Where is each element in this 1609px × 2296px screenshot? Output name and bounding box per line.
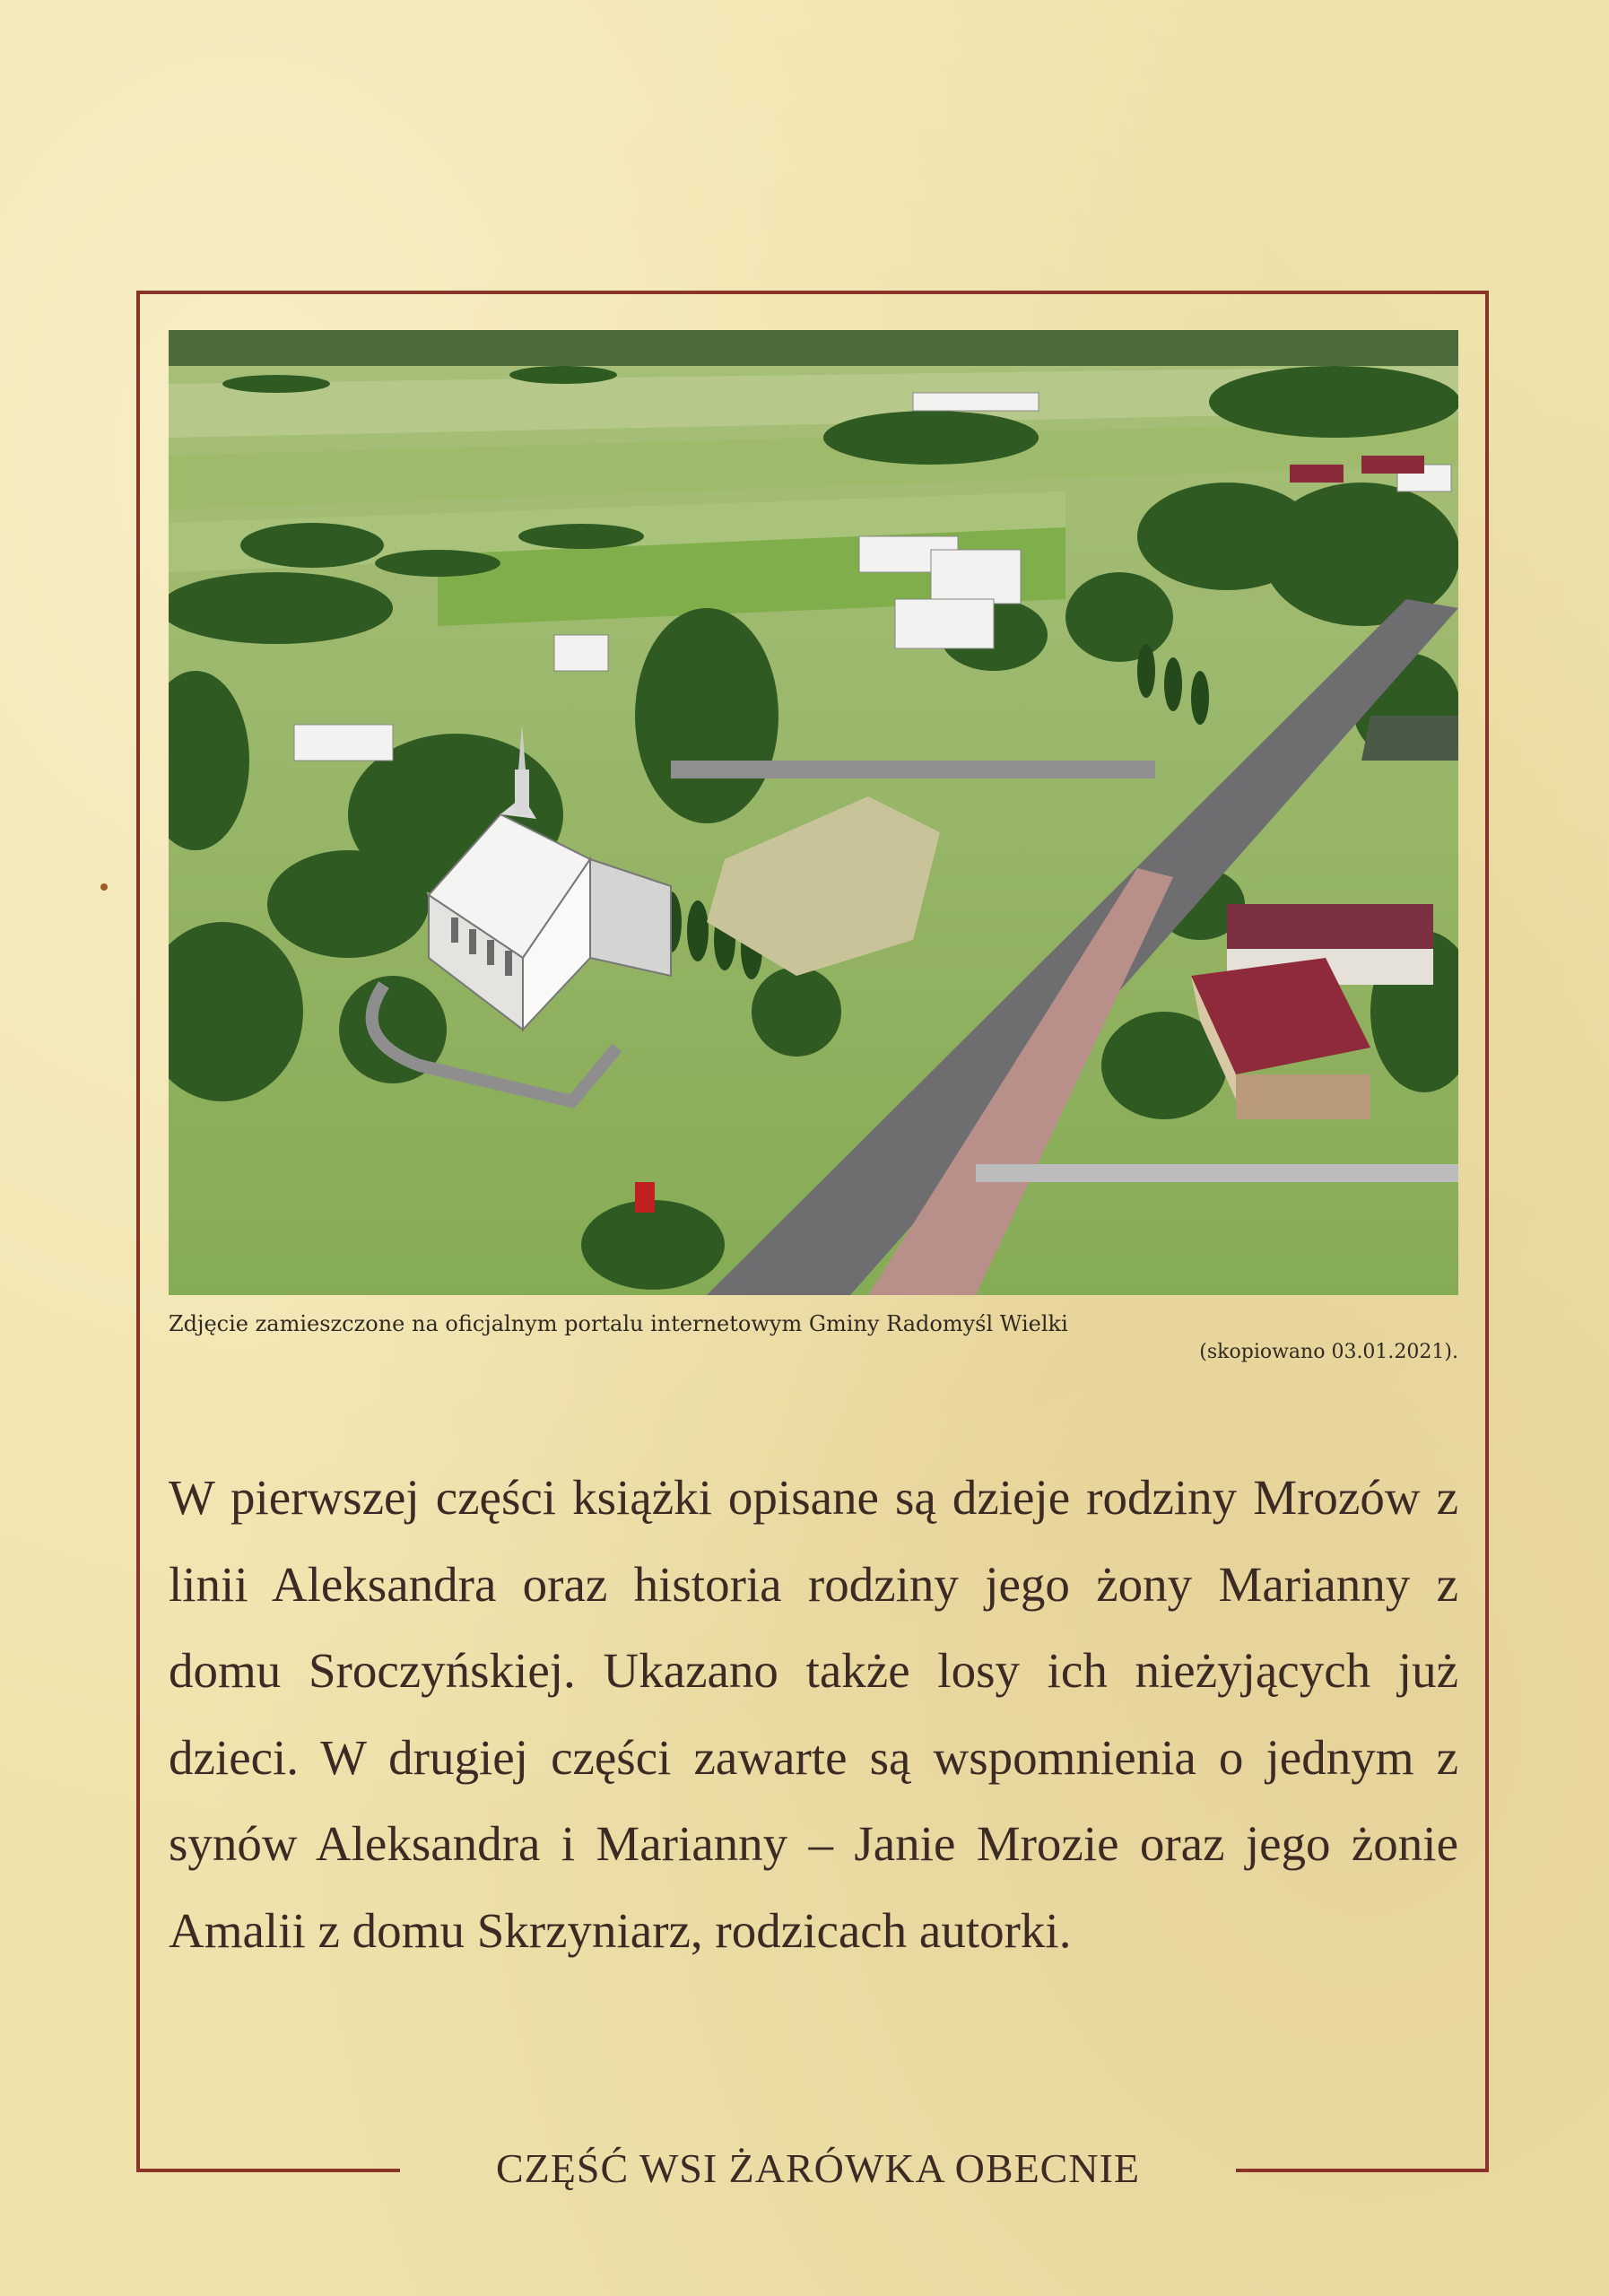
caption-line-2: (skopiowano 03.01.2021). (1199, 1341, 1458, 1363)
photo-illustration (169, 330, 1458, 1295)
frame-bottom-right-rule (1236, 2169, 1489, 2172)
photo-caption (169, 1309, 1458, 1367)
page-title: CZĘŚĆ WSI ŻARÓWKA OBECNIE (496, 2145, 1140, 2191)
frame-bottom-left-rule (136, 2169, 400, 2172)
aerial-village-photo (169, 330, 1458, 1295)
body-paragraph: W pierwszej części książki opisane są dzieje rodziny Mrozów z linii Aleksandra oraz historia rodziny jego żony Marianny z domu Sroczyńskiej. Ukazano także losy ich nieżyjących już dzieci. W drugiej części zawarte są wspomnienia o jednym z synów Aleksandra i Marianny – Janie Mrozie oraz jego żonie Amalii z domu Skrzyniarz, rodzicach autorki. (169, 1470, 1458, 1958)
paper-mark (100, 883, 108, 891)
caption-line-1: Zdjęcie zamieszczone na oficjalnym portalu internetowym Gminy Radomyśl Wielki (169, 1311, 1068, 1336)
